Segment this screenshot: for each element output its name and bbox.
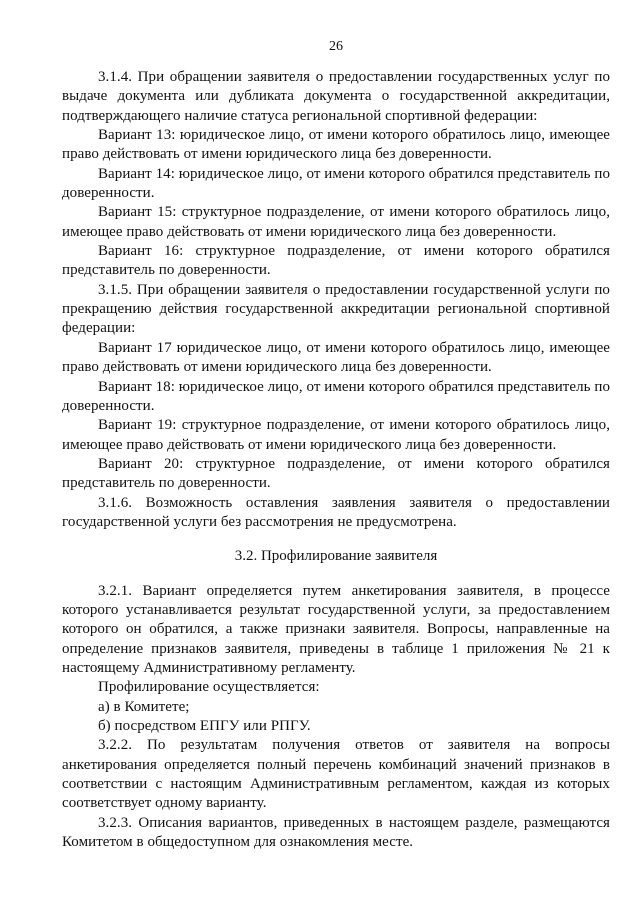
paragraph-3-2-2: 3.2.2. По результатам получения ответов от заявителя на вопросы анкетирования определяется полный перечень комбинаций значений признаков в соответствии с настоящим Административным регламентом, каждая из которых соответствует одному варианту. [62, 737, 610, 812]
paragraph-variant-17: Вариант 17 юридическое лицо, от имени которого обратилось лицо, имеющее право действовать от имени юридического лица без доверенности. [62, 339, 610, 376]
page-number: 26 [329, 39, 343, 54]
paragraph-3-1-5: 3.1.5. При обращении заявителя о предоставлении государственной услуги по прекращению действия государственной аккредитации региональной спортивной федерации: [62, 281, 610, 337]
paragraph-3-1-4: 3.1.4. При обращении заявителя о предоставлении государственных услуг по выдаче документа или дубликата документа о государственной аккредитации, подтверждающего наличие статуса региональной спортивной федерации: [62, 69, 610, 124]
list-item-a: а) в Комитете; [98, 698, 190, 715]
paragraph-variant-14: Вариант 14: юридическое лицо, от имени которого обратился представитель по доверенности. [62, 165, 610, 202]
paragraph-variant-15: Вариант 15: структурное подразделение, от имени которого обратилось лицо, имеющее право действовать от имени юридического лица без доверенности. [62, 204, 610, 240]
paragraph-3-1-6: 3.1.6. Возможность оставления заявления заявителя о предоставлении государственной услуги без рассмотрения не предусмотрена. [62, 494, 610, 530]
list-item-b: б) посредством ЕПГУ или РПГУ. [98, 718, 311, 734]
paragraph-profiling: Профилирование осуществляется: [98, 679, 320, 696]
paragraph-variant-13: Вариант 13: юридическое лицо, от имени которого обратилось лицо, имеющее право действовать от имени юридического лица без доверенности. [62, 127, 610, 163]
document-body [62, 68, 610, 852]
paragraph-variant-19: Вариант 19: структурное подразделение, от имени которого обратилось лицо, имеющее право действовать от имени юридического лица без доверенности. [62, 417, 610, 453]
section-heading-3-2: 3.2. Профилирование заявителя [234, 548, 438, 565]
paragraph-variant-18: Вариант 18: юридическое лицо, от имени которого обратился представитель по доверенности. [62, 378, 610, 414]
paragraph-3-2-1: 3.2.1. Вариант определяется путем анкетирования заявителя, в процессе которого устанавливается результат государственной услуги, за предоставлением которого он обратился, а также признаки заявителя. Вопросы, направленные на определение признаков заявителя, приведены в таблице 1 приложения № 21 к настоящему Административному регламенту. [62, 582, 610, 676]
paragraph-3-2-3: 3.2.3. Описания вариантов, приведенных в настоящем разделе, размещаются Комитетом в общедоступном для ознакомления месте. [62, 814, 610, 851]
paragraph-variant-16: Вариант 16: структурное подразделение, от имени которого обратился представитель по доверенности. [62, 243, 610, 279]
paragraph-variant-20: Вариант 20: структурное подразделение, от имени которого обратился представитель по доверенности. [62, 455, 610, 492]
